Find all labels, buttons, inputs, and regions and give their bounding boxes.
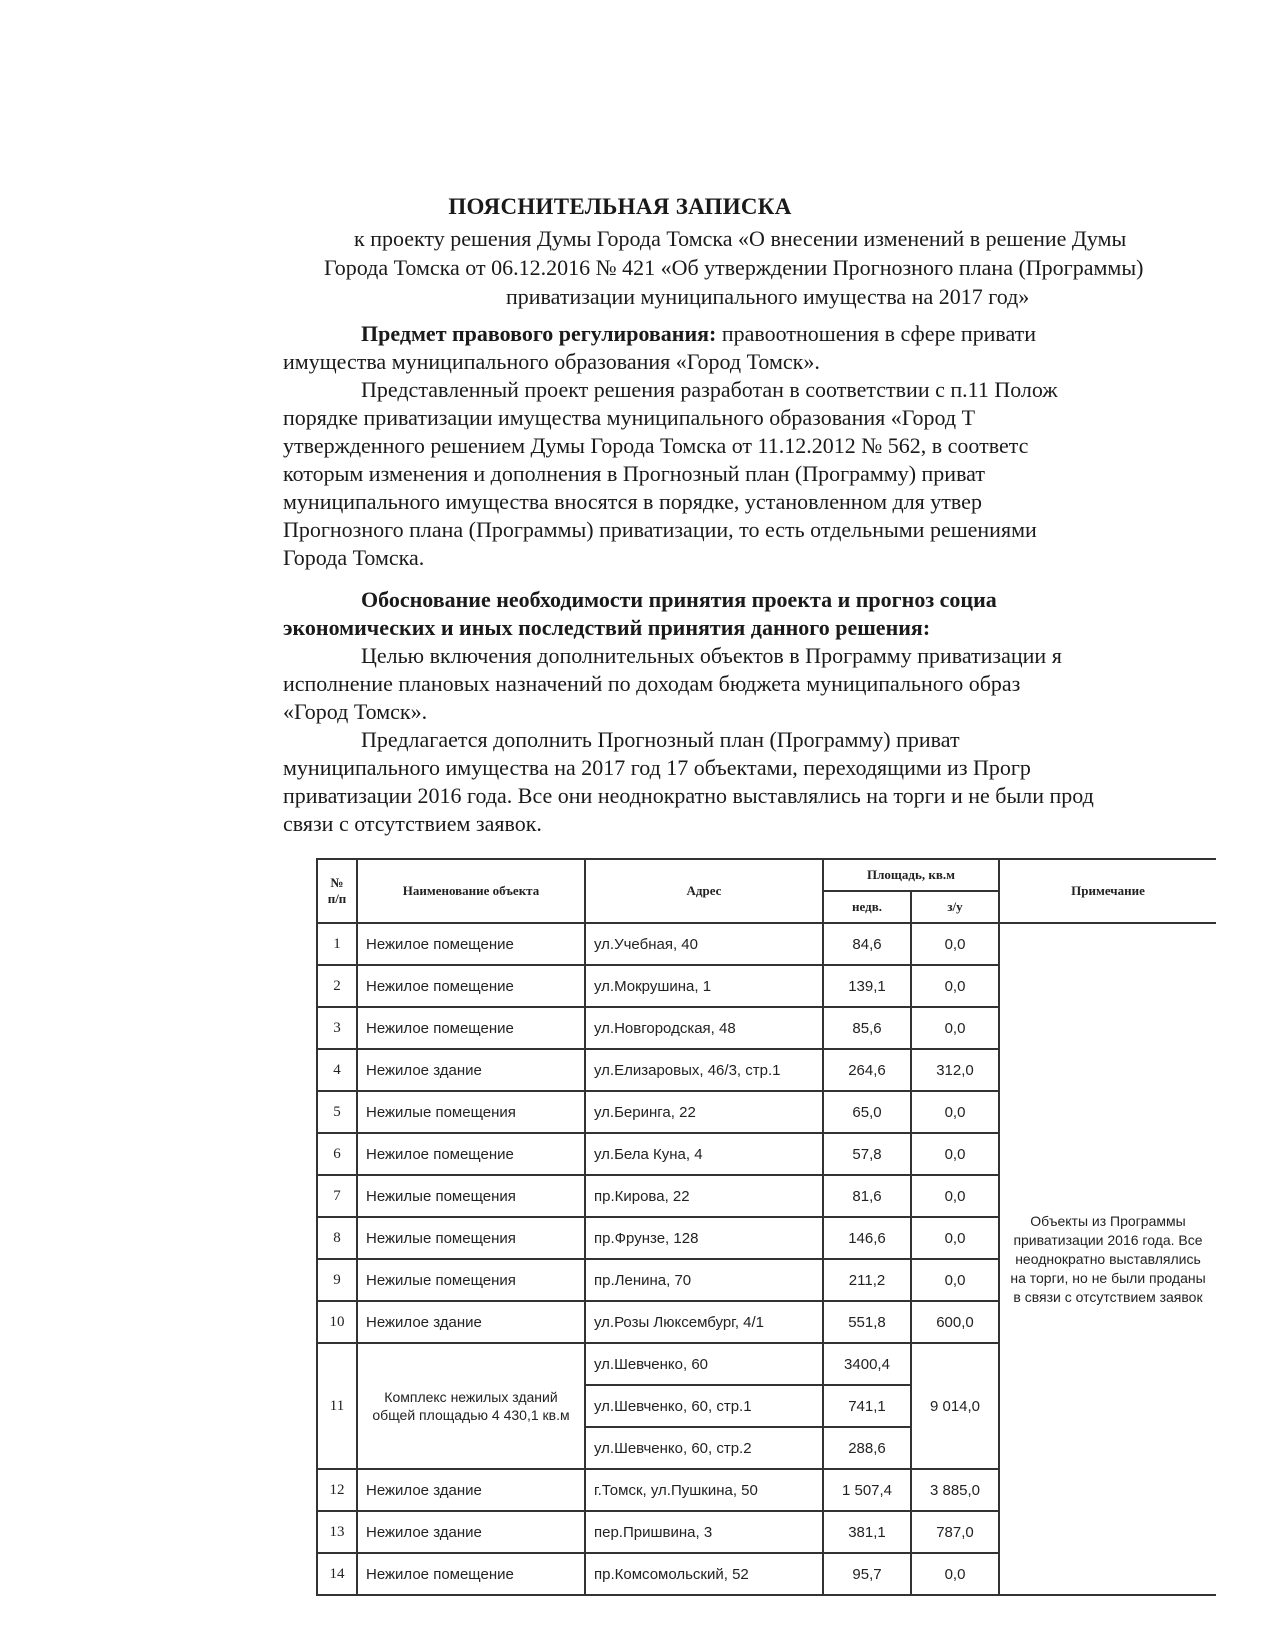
object-name: Нежилые помещения <box>357 1175 585 1217</box>
object-address: ул.Шевченко, 60 <box>585 1343 823 1385</box>
row-number: 5 <box>317 1091 357 1133</box>
object-address: пр.Фрунзе, 128 <box>585 1217 823 1259</box>
document-subtitle <box>300 224 1275 311</box>
paragraph-line: Целью включения дополнительных объектов в Программу приватизации я <box>361 643 1062 668</box>
area-land: 0,0 <box>911 1091 999 1133</box>
row-number: 10 <box>317 1301 357 1343</box>
paragraph-line: Прогнозного плана (Программы) приватизации, то есть отдельными решениями <box>283 517 1037 542</box>
object-name: Нежилое здание <box>357 1049 585 1091</box>
object-name: Нежилое здание <box>357 1301 585 1343</box>
area-land: 9 014,0 <box>911 1343 999 1469</box>
object-name: Нежилое помещение <box>357 1553 585 1595</box>
object-address: ул.Мокрушина, 1 <box>585 965 823 1007</box>
paragraph-line: Предлагается дополнить Прогнозный план (Программу) приват <box>361 727 960 752</box>
area-building: 85,6 <box>823 1007 911 1049</box>
area-building: 95,7 <box>823 1553 911 1595</box>
object-address: пр.Кирова, 22 <box>585 1175 823 1217</box>
object-address: ул.Бела Куна, 4 <box>585 1133 823 1175</box>
note-cell: Объекты из Программы приватизации 2016 года. Все неоднократно выставлялись на торги, но не были проданы в связи с отсутствием заявок <box>999 923 1216 1595</box>
area-building: 3400,4 <box>823 1343 911 1385</box>
paragraph-line: Города Томска. <box>283 545 425 570</box>
document-body <box>283 320 1275 838</box>
header-area: Площадь, кв.м <box>823 859 999 891</box>
area-building: 84,6 <box>823 923 911 965</box>
row-number: 3 <box>317 1007 357 1049</box>
paragraph-line: которым изменения и дополнения в Прогнозный план (Программу) приват <box>283 461 985 486</box>
table-body <box>317 923 1216 1595</box>
objects-table <box>316 858 1216 1596</box>
area-building: 81,6 <box>823 1175 911 1217</box>
area-building: 139,1 <box>823 965 911 1007</box>
object-address: пер.Пришвина, 3 <box>585 1511 823 1553</box>
section2-heading: экономических и иных последствий принятия данного решения: <box>283 615 931 640</box>
area-land: 312,0 <box>911 1049 999 1091</box>
area-land: 0,0 <box>911 1259 999 1301</box>
section1-heading: Предмет правового регулирования: <box>361 321 717 346</box>
paragraph-line: утвержденного решением Думы Города Томска от 11.12.2012 № 562, в соответс <box>283 433 1029 458</box>
document-title: ПОЯСНИТЕЛЬНАЯ ЗАПИСКА <box>448 194 792 219</box>
section2-heading: Обоснование необходимости принятия проекта и прогноз социа <box>361 587 997 612</box>
row-number: 14 <box>317 1553 357 1595</box>
area-building: 65,0 <box>823 1091 911 1133</box>
header-note: Примечание <box>999 859 1216 923</box>
section1-line <box>283 320 1275 348</box>
area-building: 264,6 <box>823 1049 911 1091</box>
object-address: ул.Шевченко, 60, стр.2 <box>585 1427 823 1469</box>
object-name: Нежилое здание <box>357 1469 585 1511</box>
row-number: 13 <box>317 1511 357 1553</box>
area-land: 0,0 <box>911 923 999 965</box>
object-address: ул.Розы Люксембург, 4/1 <box>585 1301 823 1343</box>
object-name: Комплекс нежилых зданий общей площадью 4 430,1 кв.м <box>357 1343 585 1469</box>
area-building: 57,8 <box>823 1133 911 1175</box>
object-name: Нежилое здание <box>357 1511 585 1553</box>
object-name: Нежилое помещение <box>357 1007 585 1049</box>
area-land: 0,0 <box>911 965 999 1007</box>
row-number: 12 <box>317 1469 357 1511</box>
object-address: ул.Шевченко, 60, стр.1 <box>585 1385 823 1427</box>
object-address: ул.Учебная, 40 <box>585 923 823 965</box>
object-name: Нежилые помещения <box>357 1217 585 1259</box>
row-number: 4 <box>317 1049 357 1091</box>
paragraph-line: порядке приватизации имущества муниципального образования «Город Т <box>283 405 976 430</box>
area-building: 288,6 <box>823 1427 911 1469</box>
paragraph-line: приватизации 2016 года. Все они неоднократно выставлялись на торги и не были прод <box>283 783 1094 808</box>
object-address: пр.Комсомольский, 52 <box>585 1553 823 1595</box>
subtitle-line: Города Томска от 06.12.2016 № 421 «Об утверждении Прогнозного плана (Программы) <box>324 255 1144 280</box>
header-area-land: з/у <box>911 891 999 923</box>
area-land: 0,0 <box>911 1553 999 1595</box>
object-address: ул.Новгородская, 48 <box>585 1007 823 1049</box>
object-address: г.Томск, ул.Пушкина, 50 <box>585 1469 823 1511</box>
object-address: пр.Ленина, 70 <box>585 1259 823 1301</box>
paragraph-line: исполнение плановых назначений по доходам бюджета муниципального образ <box>283 671 1021 696</box>
area-land: 0,0 <box>911 1217 999 1259</box>
row-number: 9 <box>317 1259 357 1301</box>
section1-line: имущества муниципального образования «Город Томск». <box>283 349 820 374</box>
row-number: 6 <box>317 1133 357 1175</box>
subtitle-line: приватизации муниципального имущества на 2017 год» <box>506 284 1030 309</box>
section1-text: правоотношения в сфере привати <box>716 321 1037 346</box>
row-number: 11 <box>317 1343 357 1469</box>
area-land: 787,0 <box>911 1511 999 1553</box>
paragraph-line: муниципального имущества вносятся в порядке, установленном для утвер <box>283 489 982 514</box>
header-address: Адрес <box>585 859 823 923</box>
header-name: Наименование объекта <box>357 859 585 923</box>
header-num: № п/п <box>317 859 357 923</box>
object-name: Нежилое помещение <box>357 965 585 1007</box>
table-row <box>317 923 1216 965</box>
row-number: 1 <box>317 923 357 965</box>
area-land: 600,0 <box>911 1301 999 1343</box>
row-number: 2 <box>317 965 357 1007</box>
object-name: Нежилые помещения <box>357 1259 585 1301</box>
object-name: Нежилое помещение <box>357 1133 585 1175</box>
area-building: 146,6 <box>823 1217 911 1259</box>
object-name: Нежилые помещения <box>357 1091 585 1133</box>
row-number: 7 <box>317 1175 357 1217</box>
object-address: ул.Беринга, 22 <box>585 1091 823 1133</box>
paragraph-line: муниципального имущества на 2017 год 17 объектами, переходящими из Прогр <box>283 755 1031 780</box>
row-number: 8 <box>317 1217 357 1259</box>
area-land: 0,0 <box>911 1007 999 1049</box>
header-area-building: недв. <box>823 891 911 923</box>
paragraph-line: связи с отсутствием заявок. <box>283 811 542 836</box>
area-land: 0,0 <box>911 1175 999 1217</box>
area-building: 381,1 <box>823 1511 911 1553</box>
paragraph-line: «Город Томск». <box>283 699 428 724</box>
subtitle-line: к проекту решения Думы Города Томска «О внесении изменений в решение Думы <box>354 226 1127 251</box>
area-building: 1 507,4 <box>823 1469 911 1511</box>
paragraph-line: Представленный проект решения разработан в соответствии с п.11 Полож <box>361 377 1058 402</box>
area-building: 741,1 <box>823 1385 911 1427</box>
object-address: ул.Елизаровых, 46/3, стр.1 <box>585 1049 823 1091</box>
area-land: 3 885,0 <box>911 1469 999 1511</box>
object-name: Нежилое помещение <box>357 923 585 965</box>
area-building: 211,2 <box>823 1259 911 1301</box>
area-land: 0,0 <box>911 1133 999 1175</box>
area-building: 551,8 <box>823 1301 911 1343</box>
